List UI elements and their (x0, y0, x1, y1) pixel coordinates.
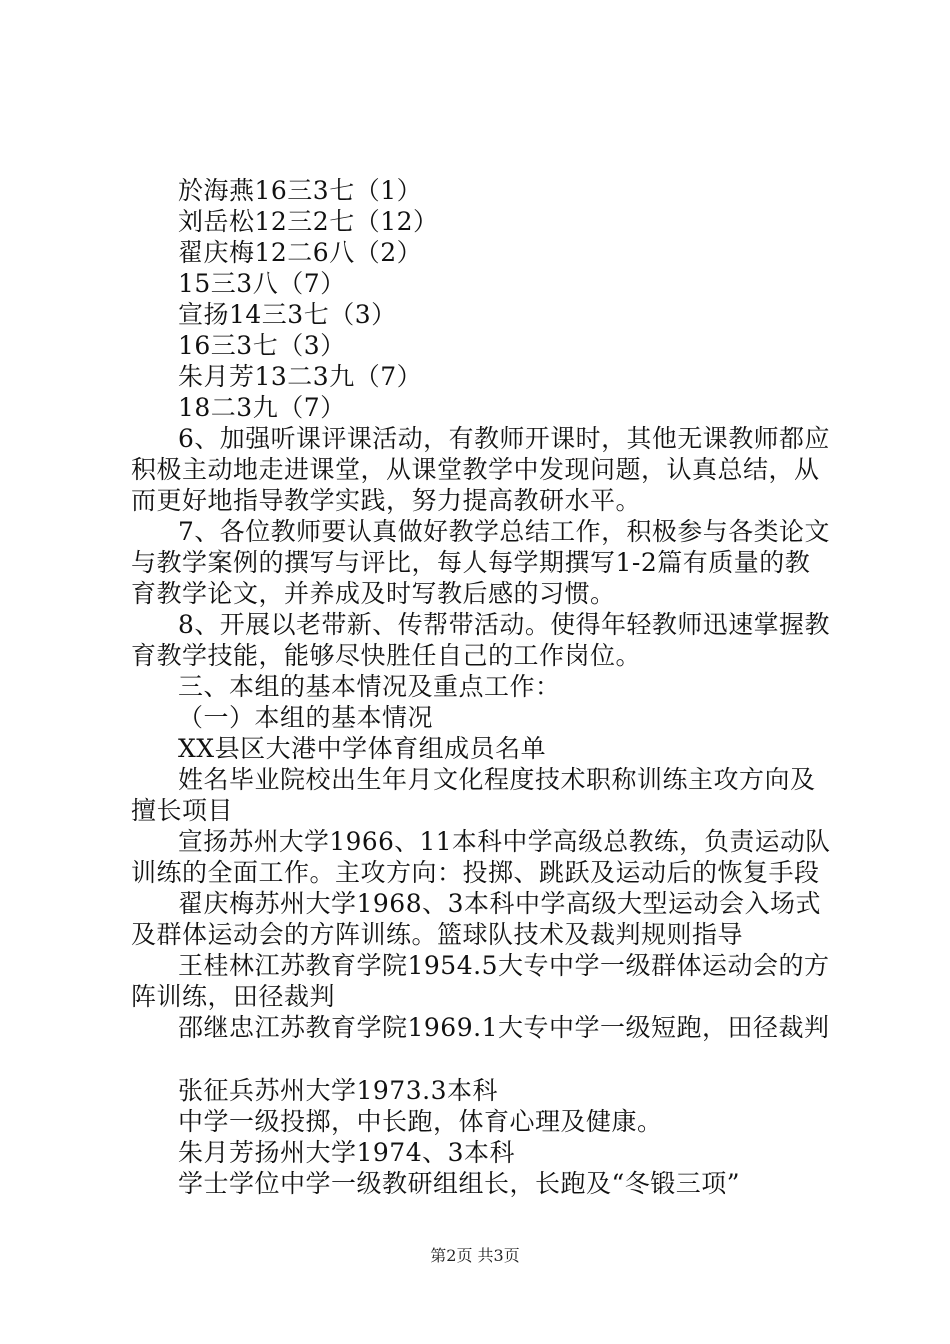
text-line: 刘岳松12三2七（12） (178, 207, 439, 236)
text-line: 朱月芳13二3九（7） (178, 362, 423, 391)
text-line: 中学一级投掷，中长跑，体育心理及健康。 (178, 1107, 663, 1136)
text-line: XX县区大港中学体育组成员名单 (178, 734, 547, 763)
text-line: 6、加强听课评课活动，有教师开课时，其他无课教师都应 (178, 424, 830, 453)
text-line: 王桂林江苏教育学院1954.5大专中学一级群体运动会的方 (178, 951, 830, 980)
text-line: 15三3八（7） (178, 269, 346, 298)
text-line: 而更好地指导教学实践，努力提高教研水平。 (131, 486, 642, 515)
text-line: 16三3七（3） (178, 331, 346, 360)
text-line: 阵训练，田径裁判 (131, 982, 336, 1011)
text-line: 姓名毕业院校出生年月文化程度技术职称训练主攻方向及 (178, 765, 816, 794)
subsection-heading: （一）本组的基本情况 (178, 703, 434, 732)
text-line: 训练的全面工作。主攻方向：投掷、跳跃及运动后的恢复手段 (131, 858, 820, 887)
section-heading: 三、本组的基本情况及重点工作： (178, 672, 561, 701)
text-line: 8、开展以老带新、传帮带活动。使得年轻教师迅速掌握教 (178, 610, 830, 639)
text-line: 於海燕16三3七（1） (178, 176, 423, 205)
text-line: 邵继忠江苏教育学院1969.1大专中学一级短跑，田径裁判 (178, 1013, 830, 1042)
text-line: 7、各位教师要认真做好教学总结工作，积极参与各类论文 (178, 517, 830, 546)
text-line: 宣扬苏州大学1966、11本科中学高级总教练，负责运动队 (178, 827, 831, 856)
text-line: 及群体运动会的方阵训练。篮球队技术及裁判规则指导 (131, 920, 744, 949)
text-line: 18二3九（7） (178, 393, 346, 422)
text-line: 翟庆梅苏州大学1968、3本科中学高级大型运动会入场式 (178, 889, 822, 918)
text-line: 积极主动地走进课堂，从课堂教学中发现问题，认真总结，从 (131, 455, 820, 484)
text-line: 与教学案例的撰写与评比，每人每学期撰写1-2篇有质量的教 (131, 548, 811, 577)
text-line: 学士学位中学一级教研组组长，长跑及“冬锻三项” (178, 1169, 741, 1198)
text-line: 翟庆梅12二6八（2） (178, 238, 423, 267)
text-line: 朱月芳扬州大学1974、3本科 (178, 1138, 516, 1167)
page-footer: 第2页 共3页 (430, 1246, 520, 1265)
text-line: 宣扬14三3七（3） (178, 300, 397, 329)
text-line: 张征兵苏州大学1973.3本科 (178, 1076, 498, 1105)
text-line: 育教学技能，能够尽快胜任自己的工作岗位。 (131, 641, 642, 670)
text-line: 擅长项目 (131, 796, 234, 825)
text-line: 育教学论文，并养成及时写教后感的习惯。 (131, 579, 616, 608)
